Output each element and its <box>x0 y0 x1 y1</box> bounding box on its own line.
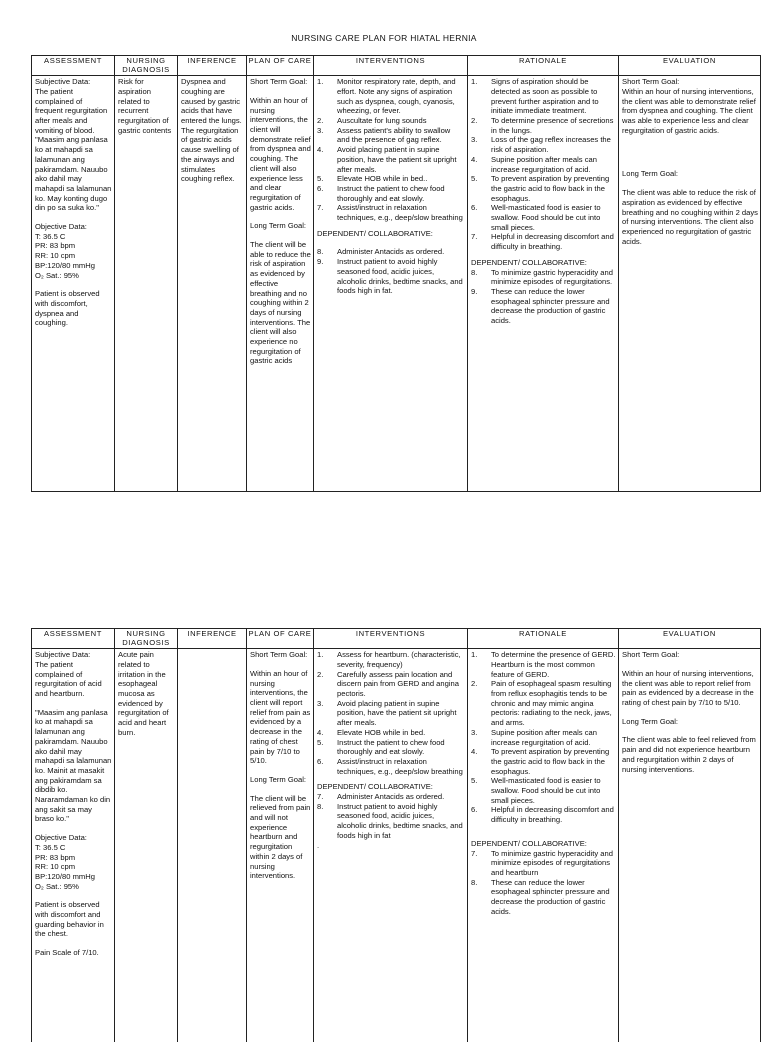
header-row <box>32 56 761 76</box>
item-text: Assist/instruct in relaxation techniques, e.g., deep/slow breathing <box>337 203 463 223</box>
item-text: Instruct patient to avoid highly seasoned food, acidic juices, alcoholic drinks, bedtime snacks, and foods high in fat. <box>337 257 463 296</box>
table-row <box>32 76 761 492</box>
item-number: 2. <box>317 116 324 125</box>
item-text: Pain of esophageal spasm resulting from reflux esophagitis tends to be chronic and may mimic angina pectoris: radiating to the neck, jaws, and arms. <box>491 679 612 728</box>
item-text: Instruct patient to avoid highly seasoned food, acidic juices, alcoholic drinks, bedtime snacks, and foods high in fat <box>337 801 463 840</box>
dependent-rationale-list <box>471 849 616 917</box>
list-item <box>471 77 616 116</box>
header-plan-of-care: PLAN OF CARE <box>247 56 314 76</box>
evaluation-cell <box>619 649 761 1042</box>
item-text: Auscultate for lung sounds <box>337 116 427 125</box>
inference-cell <box>178 649 247 1042</box>
item-text: Elevate HOB while in bed. <box>337 727 426 737</box>
item-number: 6. <box>317 756 324 766</box>
short-term-goal-label: Short Term Goal: <box>250 77 308 87</box>
header-rationale: RATIONALE <box>468 629 619 649</box>
item-text: Well-masticated food is easier to swallow. Food should be cut into small pieces. <box>491 776 601 805</box>
trailing-period: . <box>317 840 320 850</box>
list-item <box>471 776 616 805</box>
item-number: 5. <box>317 737 324 747</box>
item-number: 5. <box>471 174 478 184</box>
pain-scale: Pain Scale of 7/10. <box>35 948 99 958</box>
item-number: 2. <box>317 669 324 679</box>
item-number: 2. <box>471 116 478 125</box>
subjective-data: Subjective Data: The patient complained of frequent regurgitation after meals and vomiting of blood. "Maasim ang panlasa ko at mahapdi sa lalamunan ang pakiramdam. Nauubo ako dahil may mahapdi sa lalamunan ko. May konting dugo din po sa suka ko." <box>35 77 112 213</box>
item-number: 9. <box>471 286 478 296</box>
item-number: 6. <box>471 203 478 213</box>
header-evaluation: EVALUATION <box>619 629 761 649</box>
item-text: Loss of the gag reflex increases the risk of aspiration. <box>491 135 611 155</box>
item-text: Administer Antacids as ordered. <box>337 792 445 802</box>
item-text: Monitor respiratory rate, depth, and effort. Note any signs of aspiration such as dyspnea, cough, cyanosis, wheezing, or fever. <box>337 77 456 116</box>
item-number: 1. <box>317 77 324 87</box>
item-number: 5. <box>317 174 324 184</box>
list-item <box>471 155 616 174</box>
item-text: To minimize gastric hyperacidity and minimize episodes of regurgitations. <box>491 267 613 287</box>
list-item <box>471 679 616 728</box>
item-number: 3. <box>317 698 324 708</box>
eval-long-term-text: The client was able to feel relieved from pain and did not experience heartburn and regurgitation within 2 days of nursing interventions. <box>622 735 756 774</box>
observation-text: Patient is observed with discomfort and guarding behavior in the chest. <box>35 900 104 939</box>
evaluation-cell <box>619 76 761 492</box>
list-item <box>317 247 465 257</box>
item-text: These can reduce the lower esophageal sphincter pressure and decrease the production of gastric acids. <box>491 877 610 916</box>
dependent-interventions-list <box>317 247 465 296</box>
header-interventions: INTERVENTIONS <box>314 629 468 649</box>
assessment-cell <box>32 76 115 492</box>
item-text: To determine presence of secretions in the lungs. <box>491 116 614 135</box>
item-text: Assess patient's ability to swallow and the presence of gag reflex. <box>337 125 451 145</box>
item-number: 2. <box>471 679 478 689</box>
item-text: Signs of aspiration should be detected as soon as possible to prevent further aspiration and to initiate immediate treatment. <box>491 77 599 116</box>
item-number: 4. <box>471 154 478 164</box>
list-item <box>317 738 465 757</box>
item-number: 7. <box>317 203 324 213</box>
eval-short-term-label: Short Term Goal: <box>622 650 680 660</box>
dependent-collaborative-label: DEPENDENT/ COLLABORATIVE: <box>471 838 587 848</box>
item-text: Avoid placing patient in supine position, have the patient sit upright after meals. <box>337 145 457 174</box>
item-text: These can reduce the lower esophageal sphincter pressure and decrease the production of gastric acids. <box>491 286 610 326</box>
eval-long-term-text: The client was able to reduce the risk of aspiration as evidenced by effective breathing and no coughing within 2 days of nursing interventions. The client also experienced no regurgitation of gastric acids. <box>622 188 758 246</box>
dependent-rationale-list <box>471 268 616 326</box>
diagnosis-text: Risk for aspiration related to recurrent regurgitation of gastric contents <box>118 77 172 135</box>
item-text: To prevent aspiration by preventing the gastric acid to flow back in the esophagus. <box>491 747 610 776</box>
item-number: 4. <box>471 747 478 757</box>
inference-cell <box>178 76 247 492</box>
item-text: Helpful in decreasing discomfort and difficulty in breathing. <box>491 232 614 252</box>
header-interventions: INTERVENTIONS <box>314 56 468 76</box>
item-number: 6. <box>317 183 324 193</box>
item-number: 7. <box>471 848 478 858</box>
list-item <box>471 135 616 154</box>
item-number: 3. <box>471 727 478 737</box>
dependent-collaborative-label: DEPENDENT/ COLLABORATIVE: <box>317 782 433 792</box>
list-item <box>317 116 465 126</box>
item-text: Helpful in decreasing discomfort and difficulty in breathing. <box>491 805 614 825</box>
item-text: Supine position after meals can increase regurgitation of acid. <box>491 727 597 747</box>
eval-long-term-label: Long Term Goal: <box>622 716 678 726</box>
subjective-data: Subjective Data: The patient complained of regurgitation of acid and heartburn. <box>35 650 102 698</box>
rationale-list <box>471 650 616 825</box>
item-text: Assess for heartburn. (characteristic, severity, frequency) <box>337 650 461 669</box>
objective-data: Objective Data: T: 36.5 C PR: 83 bpm RR: 10 cpm BP:120/80 mmHg O₂ Sat.: 95% <box>35 222 95 280</box>
list-item <box>317 257 465 296</box>
assessment-cell <box>32 649 115 1042</box>
list-item <box>471 232 616 251</box>
list-item <box>317 77 465 116</box>
interventions-cell <box>314 76 468 492</box>
diagnosis-cell <box>115 649 178 1042</box>
long-term-goal-text: The client will be relieved from pain and will not experience heartburn and regurgitation within 2 days of nursing interventions. <box>250 793 311 881</box>
plan-cell <box>247 649 314 1042</box>
item-number: 8. <box>471 267 478 277</box>
item-text: Assist/instruct in relaxation techniques, e.g., deep/slow breathing <box>337 756 463 776</box>
list-item <box>471 203 616 232</box>
eval-short-term-text: Within an hour of nursing interventions, the client was able to report relief from pain as evidenced by a decrease in the rating of chest pain by 7/10 to 5/10. <box>622 668 754 707</box>
list-item <box>471 268 616 287</box>
list-item <box>471 878 616 917</box>
item-text: To determine the presence of GERD. Heartburn is the most common feature of GERD. <box>491 650 616 679</box>
list-item <box>317 145 465 174</box>
page-title: NURSING CARE PLAN FOR HIATAL HERNIA <box>291 33 477 43</box>
item-number: 4. <box>317 727 324 737</box>
list-item <box>317 650 465 669</box>
item-number: 3. <box>471 135 478 145</box>
item-number: 1. <box>317 650 324 660</box>
list-item <box>317 802 465 841</box>
list-item <box>471 650 616 679</box>
care-plan-table-acute-pain <box>31 628 761 1042</box>
item-number: 7. <box>471 232 478 242</box>
list-item <box>471 728 616 747</box>
item-number: 9. <box>317 257 324 267</box>
item-number: 6. <box>471 805 478 815</box>
header-nursing-diagnosis: NURSING DIAGNOSIS <box>115 629 178 649</box>
header-rationale: RATIONALE <box>468 56 619 76</box>
item-number: 1. <box>471 77 478 87</box>
item-text: Instruct the patient to chew food thoroughly and eat slowly. <box>337 183 445 203</box>
long-term-goal-text: The client will be able to reduce the risk of aspiration as evidenced by effective breathing and no coughing within 2 days of nursing interventions. The client will also experience no regurgitation of gastric acids <box>250 240 311 366</box>
eval-long-term-label: Long Term Goal: <box>622 169 678 179</box>
eval-short-term-label: Short Term Goal: <box>622 77 680 87</box>
item-text: Supine position after meals can increase regurgitation of acid. <box>491 154 597 174</box>
item-number: 3. <box>317 125 324 135</box>
item-number: 1. <box>471 650 478 660</box>
item-number: 7. <box>317 792 324 802</box>
dependent-collaborative-label: DEPENDENT/ COLLABORATIVE: <box>471 257 587 267</box>
list-item <box>317 184 465 203</box>
short-term-goal-text: Within an hour of nursing interventions, the client will report relief from pain as evidenced by a decrease in the rating of chest pain by 7/10 to 5/10. <box>250 668 311 766</box>
item-text: To minimize gastric hyperacidity and minimize episodes of regurgitations and heartburn <box>491 848 613 877</box>
rationale-list <box>471 77 616 252</box>
list-item <box>471 287 616 326</box>
patient-quote: "Maasim ang panlasa ko at mahapdi sa lalamunan ang pakiramdam. Nauubo ako dahil may mahapdi sa lalamunan ko. Mainit at masakit ang pakiramdam sa dibdib ko. Nararamdaman ko din ang sakit sa may braso ko." <box>35 707 112 824</box>
header-assessment: ASSESSMENT <box>32 56 115 76</box>
diagnosis-text: Acute pain related to irritation in the esophageal mucosa as evidenced by regurgitation of acid and heart burn. <box>118 650 169 737</box>
item-text: Avoid placing patient in supine position, have the patient sit upright after meals. <box>337 698 457 728</box>
interventions-list <box>317 77 465 223</box>
item-number: 4. <box>317 145 324 155</box>
interventions-cell <box>314 649 468 1042</box>
item-text: Elevate HOB while in bed.. <box>337 174 428 184</box>
diagnosis-cell <box>115 76 178 492</box>
list-item <box>317 126 465 145</box>
list-item <box>317 174 465 184</box>
item-text: Well-masticated food is easier to swallow. Food should be cut into small pieces. <box>491 203 601 232</box>
item-number: 5. <box>471 776 478 786</box>
item-text: Carefully assess pain location and discern pain from GERD and angina pectoris. <box>337 669 459 698</box>
objective-data: Objective Data: T: 36.5 C PR: 83 bpm RR: 10 cpm BP:120/80 mmHg O₂ Sat.: 95% <box>35 833 95 891</box>
list-item <box>317 203 465 222</box>
header-inference: INFERENCE <box>178 629 247 649</box>
list-item <box>317 728 465 738</box>
short-term-goal-text: Within an hour of nursing interventions, the client will demonstrate relief from dyspnea and coughing. The client will also experience less and clear regurgitation of gastric acids. <box>250 95 311 212</box>
list-item <box>317 792 465 802</box>
item-text: To prevent aspiration by preventing the gastric acid to flow back in the esophagus. <box>491 174 610 203</box>
list-item <box>471 174 616 203</box>
rationale-cell <box>468 649 619 1042</box>
care-plan-table-aspiration <box>31 55 761 492</box>
list-item <box>471 805 616 824</box>
header-nursing-diagnosis: NURSING DIAGNOSIS <box>115 56 178 76</box>
item-text: Instruct the patient to chew food thoroughly and eat slowly. <box>337 737 445 757</box>
header-plan-of-care: PLAN OF CARE <box>247 629 314 649</box>
list-item <box>471 116 616 135</box>
header-evaluation: EVALUATION <box>619 56 761 76</box>
dependent-collaborative-label: DEPENDENT/ COLLABORATIVE: <box>317 228 433 238</box>
short-term-goal-label: Short Term Goal: <box>250 650 308 660</box>
header-row <box>32 629 761 649</box>
item-text: Administer Antacids as ordered. <box>337 247 445 257</box>
long-term-goal-label: Long Term Goal: <box>250 774 306 784</box>
inference-text: Dyspnea and coughing are caused by gastric acids that have entered the lungs. The regurgitation of gastric acids cause swelling of the airways and stimulates coughing reflex. <box>181 77 242 184</box>
header-assessment: ASSESSMENT <box>32 629 115 649</box>
list-item <box>317 757 465 776</box>
rationale-cell <box>468 76 619 492</box>
list-item <box>471 747 616 776</box>
dependent-interventions-list <box>317 792 465 841</box>
list-item <box>317 699 465 728</box>
interventions-list <box>317 650 465 776</box>
item-number: 8. <box>317 247 324 257</box>
list-item <box>317 670 465 699</box>
header-inference: INFERENCE <box>178 56 247 76</box>
eval-short-term-text: Within an hour of nursing interventions, the client was able to demonstrate relief from dyspnea and coughing. The client was able to experience less and clear regurgitation of gastric acids. <box>622 86 756 135</box>
list-item <box>471 849 616 878</box>
plan-cell <box>247 76 314 492</box>
observation-text: Patient is observed with discomfort, dyspnea and coughing. <box>35 289 100 328</box>
table-row <box>32 649 761 1042</box>
long-term-goal-label: Long Term Goal: <box>250 221 306 231</box>
item-number: 8. <box>471 877 478 887</box>
item-number: 8. <box>317 801 324 811</box>
